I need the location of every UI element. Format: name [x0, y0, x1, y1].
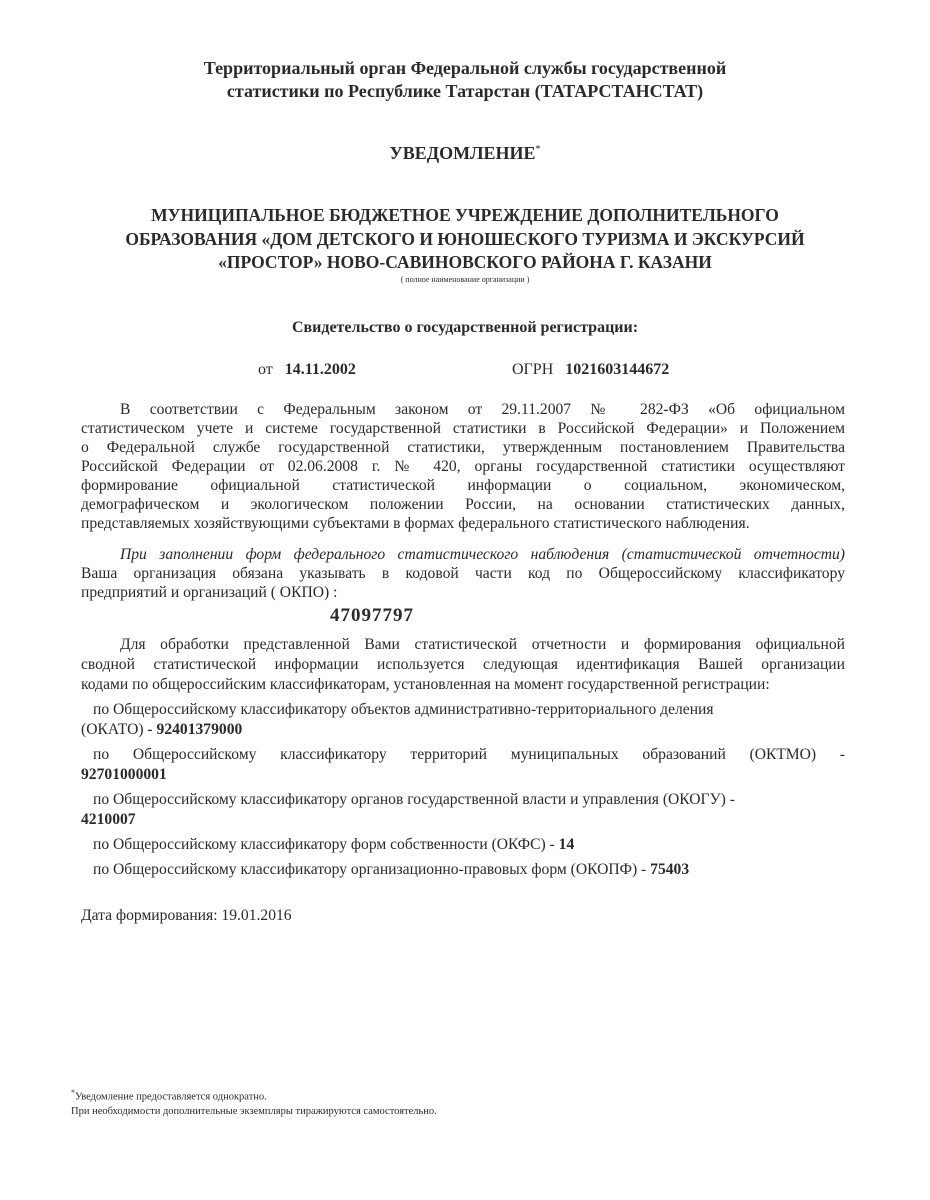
- okogu-code: 4210007: [81, 811, 136, 828]
- date-label: от: [258, 361, 273, 378]
- paragraph1-line: статистическом учете и системе государственной статистики в Российской Федерации» и Положением: [81, 420, 845, 437]
- okfs-text: по Общероссийскому классификатору форм собственности (ОКФС) -: [93, 836, 559, 853]
- okfs-row: [93, 835, 857, 854]
- okopf-code: 75403: [650, 861, 690, 878]
- paragraph1-line: демографическом и экологическом положении России, на основании статистических данных,: [81, 496, 845, 513]
- header-line-2: статистики по Республике Татарстан (ТАТАРСТАНСТАТ): [226, 81, 704, 101]
- paragraph1-line: формирование официальной статистической информации о социальном, экономическом,: [81, 477, 845, 494]
- registration-heading: Свидетельство о государственной регистрации:: [291, 319, 639, 336]
- registration-date: [258, 360, 356, 379]
- paragraph2-italic: При заполнении форм федерального статистического наблюдения (статистической отчетности): [120, 546, 845, 563]
- okfs-code: 14: [558, 836, 575, 853]
- footnote-mark: *: [71, 1088, 75, 1097]
- paragraph1-line: о Федеральной службе государственной статистики, утвержденным постановлением Правительства: [81, 439, 845, 456]
- date-formed: Дата формирования: 19.01.2016: [81, 907, 292, 924]
- document-title: [0, 143, 930, 164]
- paragraph1-line: В соответствии с Федеральным законом от 29.11.2007 № 282-ФЗ «Об официальном: [120, 401, 845, 418]
- date-value: 14.11.2002: [284, 361, 356, 378]
- paragraph3-line: сводной статистической информации используется следующая идентификация Вашей организации: [81, 656, 845, 673]
- oktmo-text: по Общероссийскому классификатору территорий муниципальных образований (ОКТМО) -: [93, 746, 845, 763]
- org-name-line-1: МУНИЦИПАЛЬНОЕ БЮДЖЕТНОЕ УЧРЕЖДЕНИЕ ДОПОЛНИТЕЛЬНОГО: [151, 205, 779, 225]
- ogrn-label: ОГРН: [512, 361, 554, 378]
- org-name-caption: ( полное наименование организации ): [400, 275, 530, 284]
- okpo-code: 47097797: [330, 605, 414, 626]
- title-footnote-mark: *: [535, 144, 541, 155]
- paragraph1-line: Российской Федерации от 02.06.2008 г. № 420, органы государственной статистики осуществляют: [81, 458, 845, 475]
- okopf-row: [93, 860, 857, 879]
- paragraph3-line: Для обработки представленной Вами статистической отчетности и формирования официальной: [120, 636, 845, 653]
- paragraph1-line: представляемых хозяйствующими субъектами в формах федерального статистического наблюдения.: [81, 515, 750, 532]
- org-name-line-2: ОБРАЗОВАНИЯ «ДОМ ДЕТСКОГО И ЮНОШЕСКОГО ТУРИЗМА И ЭКСКУРСИЙ: [125, 229, 805, 249]
- paragraph2-line: Ваша организация обязана указывать в кодовой части код по Общероссийскому классификатору: [81, 565, 845, 582]
- header-line-1: Территориальный орган Федеральной службы государственной: [203, 58, 727, 78]
- paragraph3-line: кодами по общероссийским классификаторам, установленная на момент государственной регистрации:: [81, 676, 770, 693]
- okogu-text: по Общероссийскому классификатору органов государственной власти и управления (ОКОГУ) -: [93, 791, 735, 808]
- footnote-1: [71, 1088, 267, 1103]
- title-text: УВЕДОМЛЕНИЕ: [389, 143, 536, 163]
- registration-ogrn: [512, 360, 669, 379]
- okato-code: 92401379000: [156, 721, 243, 738]
- okato-row: [81, 720, 845, 739]
- footnote-1-text: Уведомление предоставляется однократно.: [75, 1091, 267, 1103]
- footnote-2: При необходимости дополнительные экземпляры тиражируются самостоятельно.: [71, 1106, 437, 1117]
- okato-label: (ОКАТО) -: [81, 721, 157, 738]
- okato-text: по Общероссийскому классификатору объектов административно-территориального деления: [93, 701, 714, 718]
- oktmo-code: 92701000001: [81, 766, 167, 783]
- paragraph2-line: предприятий и организаций ( ОКПО) :: [81, 584, 338, 601]
- org-name-line-3: «ПРОСТОР» НОВО-САВИНОВСКОГО РАЙОНА Г. КАЗАНИ: [218, 252, 712, 272]
- ogrn-value: 1021603144672: [565, 361, 670, 378]
- okopf-text: по Общероссийскому классификатору организационно-правовых форм (ОКОПФ) -: [93, 861, 651, 878]
